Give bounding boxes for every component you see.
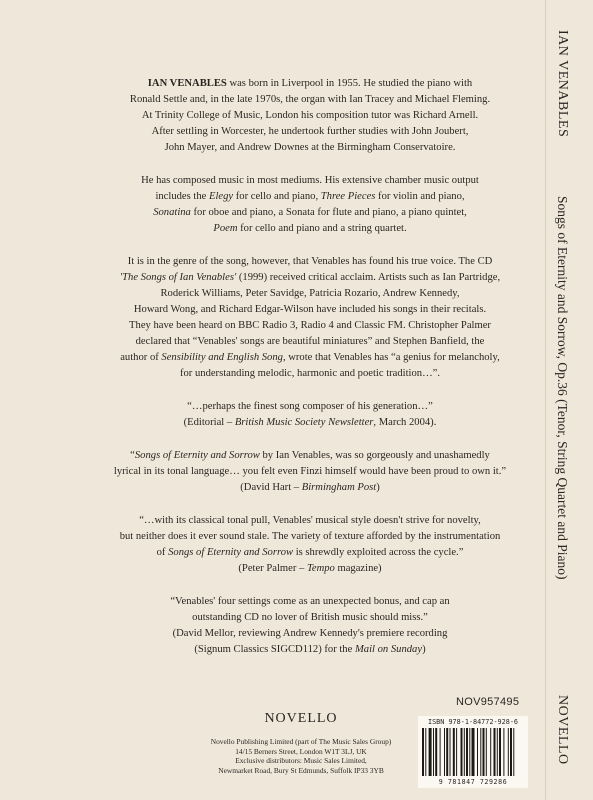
text-run: by Ian Venables, was so gorgeously and unashamedly lyrical in its tonal language… you felt even Finzi himself would have been proud to own it.” (David Hart – xyxy=(113,450,507,493)
review-quote xyxy=(100,594,520,658)
text-run: It is in the genre of the song, however, that Venables has found his true voice. The CD xyxy=(127,256,493,267)
isbn-label: ISBN 978-1-84772-928-6 xyxy=(427,718,519,726)
barcode-bar xyxy=(477,728,478,776)
barcode-bar xyxy=(453,728,455,776)
italic-title: Three Pieces xyxy=(320,191,376,202)
ean-number: 9 781847 729286 xyxy=(438,778,508,786)
spine-author: IAN VENABLES xyxy=(555,30,570,138)
publisher-address-line: Newmarket Road, Bury St Edmunds, Suffolk IP33 3YB xyxy=(218,765,384,775)
barcode-bar xyxy=(425,728,426,776)
spine-title: Songs of Eternity and Sorrow, Op.36 (Tenor, String Quartet and Piano) xyxy=(555,196,570,580)
italic-title: British Music Society Newsletter xyxy=(234,417,374,428)
text-run: ) xyxy=(376,482,380,493)
barcode-bar xyxy=(450,728,451,776)
publisher-address-line: Exclusive distributors: Music Sales Limited, xyxy=(235,756,367,765)
italic-title: Poem xyxy=(213,223,238,234)
italic-title: Tempo xyxy=(306,563,335,574)
publisher-address-line: 14/15 Berners Street, London W1T 3LJ, UK xyxy=(235,746,367,756)
barcode-bar xyxy=(503,728,504,776)
barcode-bar xyxy=(510,728,512,776)
bold-text: IAN VENABLES xyxy=(147,78,227,89)
catalogue-number: NOV957495 xyxy=(456,696,520,708)
biography-text xyxy=(100,76,520,675)
barcode-bar xyxy=(440,728,441,776)
italic-title: 'The Songs of Ian Venables' xyxy=(119,272,237,283)
barcode-bar xyxy=(433,728,434,776)
review-quote xyxy=(100,513,520,577)
text-run: for violin and piano, xyxy=(375,191,465,202)
barcode-bar xyxy=(464,728,465,776)
text-run: , wrote that Venables has “a genius for melancholy, for understanding melodic, harmonic and poetic tradition…”. xyxy=(179,352,500,379)
text-run: was born in Liverpool in 1955. He studied the piano with Ronald Settle and, in the late 1970s, the organ with Ian Tracey and Michael Fleming. At Trinity College of Music, London his composition tutor was Richard Arnell. After settling in Worcester, he undertook further studies with John Joubert, John Mayer, and Andrew Downes at the Birmingham Conservatoire. xyxy=(129,78,491,153)
barcode-bar xyxy=(444,728,445,776)
barcode-bar xyxy=(508,728,509,776)
italic-title: Elegy xyxy=(208,191,234,202)
review-quote xyxy=(100,448,520,496)
spine-publisher: NOVELLO xyxy=(555,695,570,765)
text-run: “ xyxy=(130,450,135,461)
text-run: “…perhaps the finest song composer of his generation…” (Editorial – xyxy=(183,401,433,428)
barcode-bar xyxy=(490,728,491,776)
review-quote xyxy=(100,399,520,431)
text-run: He has composed music in most mediums. His extensive chamber music output includes the xyxy=(141,175,479,202)
barcode-bar xyxy=(483,728,485,776)
bio-paragraph xyxy=(100,76,520,156)
publisher-name: NOVELLO xyxy=(264,711,338,726)
barcode-bar xyxy=(472,728,475,776)
italic-title: Songs of Eternity and Sorrow xyxy=(168,547,294,558)
italic-title: Sensibility and English Song xyxy=(161,352,283,363)
italic-title: Mail on Sunday xyxy=(354,644,423,655)
barcode-bar xyxy=(456,728,457,776)
text-run: “…with its classical tonal pull, Venables' musical style doesn't strive for novelty, but neither does it ever sound stale. The variety of texture afforded by the instrumentation of xyxy=(119,515,501,558)
italic-title: Birmingham Post xyxy=(301,482,377,493)
text-run: ) xyxy=(422,644,426,655)
text-run: is shrewdly exploited across the cycle.” (Peter Palmer – xyxy=(238,547,464,574)
publisher-block xyxy=(195,711,407,775)
text-run: , March 2004). xyxy=(373,417,437,428)
barcode-bar xyxy=(497,728,498,776)
barcode xyxy=(418,716,528,788)
bio-paragraph xyxy=(100,173,520,237)
text-run: “Venables' four settings come as an unexpected bonus, and cap an outstanding CD no lover of British music should miss.” (David Mellor, reviewing Andrew Kennedy's premiere recording (Signum Classics SIGCD112) for the xyxy=(170,596,450,655)
barcode-bar xyxy=(435,728,437,776)
barcode-bar xyxy=(480,728,481,776)
barcode-bar xyxy=(494,728,496,776)
text-run: for cello and piano and a string quartet. xyxy=(237,223,407,234)
barcode-bar xyxy=(446,728,448,776)
barcode-bars-graphic xyxy=(422,728,524,778)
italic-title: Songs of Eternity and Sorrow xyxy=(134,450,260,461)
publisher-address-line: Novello Publishing Limited (part of The Music Sales Group) xyxy=(210,737,392,746)
barcode-bar xyxy=(429,728,432,776)
barcode-bar xyxy=(422,728,424,776)
barcode-bar xyxy=(461,728,463,776)
barcode-bar xyxy=(486,728,487,776)
text-run: for cello and piano, xyxy=(233,191,321,202)
text-run: (1999) received critical acclaim. Artists such as Ian Partridge, Roderick Williams, Peter Savidge, Patricia Rozario, Andrew Kennedy, Howard Wong, and Richard Edgar-Wilson have included his songs in their recitals. They have been heard on BBC Radio 3, Radio 4 and Classic FM. Christopher Palmer declared that “Venables' songs are beautiful miniatures” and Stephen Banfield, the author of xyxy=(120,272,501,363)
barcode-bar xyxy=(469,728,470,776)
barcode-bar xyxy=(499,728,501,776)
barcode-bar xyxy=(513,728,514,776)
italic-title: Sonatina xyxy=(153,207,191,218)
text-run: magazine) xyxy=(334,563,382,574)
barcode-bar xyxy=(466,728,468,776)
text-run: for oboe and piano, a Sonata for flute and piano, a piano quintet, xyxy=(190,207,467,218)
bio-paragraph xyxy=(100,254,520,382)
